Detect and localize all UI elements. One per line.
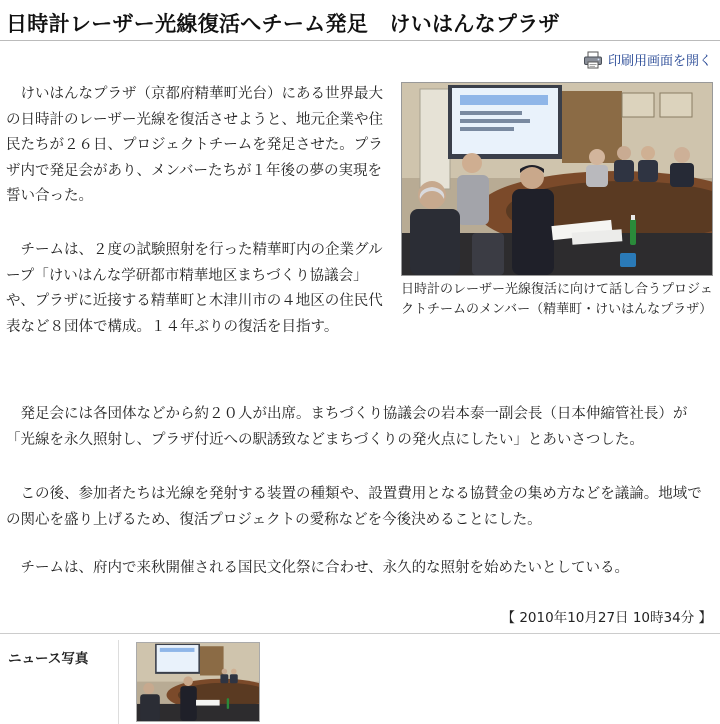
- article-paragraph: 発足会には各団体などから約２０人が出席。まちづくり協議会の岩本泰一副会長（日本伸縮管社長）が「光線を永久照射し、プラザ付近への駅誘致などまちづくりの発火点にしたい」とあいさつした。: [6, 406, 688, 448]
- article-paragraph-5-block: [6, 556, 712, 582]
- article-paragraph: チームは、２度の試験照射を行った精華町内の企業グループ「けいはんな学研都市精華地区まちづくり協議会」や、プラザに近接する精華町と木津川市の４地区の住民代表など８団体で構成。１４年ぶりの復活を目指す。: [6, 242, 383, 335]
- news-photo-thumbnail[interactable]: [136, 642, 260, 722]
- article-paragraph: チームは、府内で来秋開催される国民文化祭に合わせ、永久的な照射を始めたいとしている。: [20, 560, 630, 576]
- article-headline: 日時計レーザー光線復活へチーム発足 けいはんなプラザ: [6, 12, 560, 36]
- headline-divider: [0, 40, 720, 41]
- article-paragraph-4-block: [6, 482, 712, 533]
- article-paragraph: この後、参加者たちは光線を発射する装置の種類や、設置費用となる協賛金の集め方などを議論。地域での関心を盛り上げるため、復活プロジェクトの愛称などを今後決めることにした。: [6, 486, 702, 528]
- news-photo-heading: ニュース写真: [8, 651, 89, 667]
- article-paragraph-1-block: [6, 82, 384, 210]
- news-photo-divider: [118, 640, 119, 724]
- photo-caption: 日時計のレーザー光線復活に向けて話し合うプロジェクトチームのメンバー（精華町・けいはんなプラザ）: [401, 282, 713, 317]
- printer-icon: [583, 51, 603, 69]
- article-paragraph-3-block: [6, 402, 712, 453]
- print-view-link[interactable]: [583, 50, 712, 69]
- article-paragraph: けいはんなプラザ（京都府精華町光台）にある世界最大の日時計のレーザー光線を復活させようと、地元企業や住民たちが２６日、プロジェクトチームを発足させた。プラザ内で発足会があり、メンバーたちが１年後の夢の実現を誓い合った。: [6, 86, 383, 204]
- print-view-label: 印刷用画面を開く: [607, 54, 712, 69]
- article-photo: [401, 82, 713, 276]
- article-paragraph-2-block: [6, 238, 384, 340]
- section-divider: [0, 633, 720, 634]
- article-timestamp: 【 2010年10月27日 10時34分 】: [501, 610, 712, 626]
